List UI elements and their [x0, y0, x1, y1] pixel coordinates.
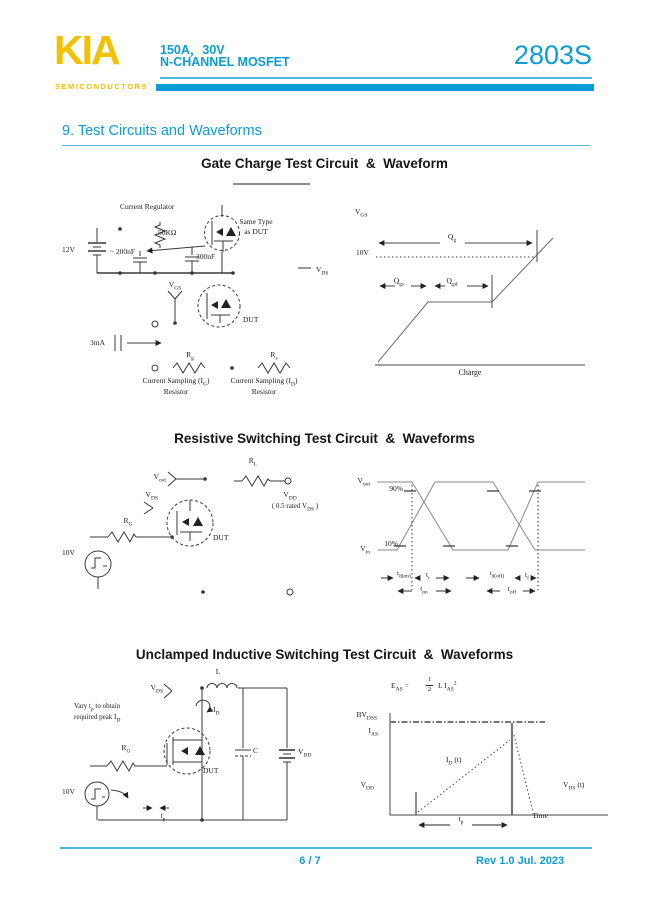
vout-probe [168, 472, 207, 486]
page-indicator: 6 / 7 [299, 855, 321, 867]
battery-symbol [88, 228, 106, 273]
same-type-transistor-symbol [205, 205, 240, 252]
vdd-battery-symbol [279, 688, 295, 820]
figure-label: $BV_{DSS}$ [356, 710, 377, 722]
figure-label: Same Type [239, 217, 273, 226]
inductor-symbol [207, 684, 237, 689]
figure-label: $t_p$ [160, 811, 166, 823]
figure-label: as DUT [244, 227, 268, 236]
uis-circuit-diagram [55, 665, 355, 830]
figure-label: Charge [458, 368, 482, 377]
vgs-probe [168, 291, 182, 325]
figure-label: Current Sampling $(I_G)$ [142, 376, 210, 388]
figure-label: $t_f$ [525, 570, 529, 582]
figure-label: $t_r$ [426, 570, 430, 582]
figure-label: DUT [243, 315, 259, 324]
figure-label: $R_s$ [270, 350, 278, 362]
dut-symbol [164, 728, 210, 774]
figure-label: $E_{AS}$ = [391, 681, 409, 693]
figure-label: L $I_{AS}^2$ [438, 680, 457, 693]
vds-probe [164, 684, 172, 698]
wiper-arrow [147, 246, 205, 251]
resistive-switching-circuit-diagram [60, 455, 360, 610]
figure-label: 1 2 [427, 676, 432, 693]
vout-trace [377, 482, 585, 550]
figure-label: $V_{GS}$ [355, 207, 368, 219]
figure-label: 10V [62, 548, 75, 557]
figure-label: $Q_g$ [447, 232, 457, 244]
figure-label: Current Regulator [120, 202, 175, 211]
figure-label: $V_{DS}$ [145, 490, 158, 502]
node-dot [201, 590, 205, 594]
figure-label: ( 0.5 rated $V_{DS}$ ) [271, 502, 319, 513]
figure-label: $R_L$ [248, 456, 258, 468]
figure-label: 300nF [196, 252, 216, 261]
figure-label: $V_{DD}$ [298, 747, 312, 759]
header-rule-thick [156, 84, 594, 91]
figure-label: $I_{AS}$ [368, 726, 378, 738]
potentiometer-50k-symbol [155, 222, 165, 248]
figure-label: $R_G$ [123, 516, 133, 528]
figure-label: $V_{DD}$ [360, 780, 374, 792]
vds-probe [144, 502, 153, 514]
figure-label: 50KΩ [158, 228, 177, 237]
pulse-source-symbol [85, 551, 111, 589]
gate-charge-waveform [345, 200, 645, 385]
figure2-title: Resistive Switching Test Circuit & Waveforms [174, 431, 475, 446]
id-ramp-dotted [418, 740, 510, 812]
current-source-3ma-symbol [115, 335, 161, 351]
dut-symbol [167, 500, 213, 546]
rg-resistor-symbol [173, 363, 205, 373]
figure-label: $V_{out}$ [153, 472, 166, 484]
figure-label: $t_p$ [458, 814, 464, 826]
footer-rule [60, 847, 592, 849]
figure-label: 10V [356, 248, 369, 257]
figure-label: Resistor [251, 387, 277, 396]
dut-symbol [198, 285, 240, 327]
figure-label: $t_{d(off)}$ [489, 570, 505, 580]
figure-label: Resistor [163, 387, 189, 396]
figure-label: 10V [62, 787, 75, 796]
timing-arrows [381, 578, 536, 596]
figure-label: DUT [213, 533, 229, 542]
figure-label: $R_g$ [186, 350, 194, 362]
figure-label: $V_{GS}$ [168, 280, 182, 292]
header-rule-thin [160, 77, 592, 79]
figure-label: $R_G$ [121, 743, 131, 755]
figure3-title: Unclamped Inductive Switching Test Circuit & Waveforms [135, 647, 514, 662]
figure-label: $V_{DS}$ [150, 683, 163, 695]
figure-label: $V_{in}$ [360, 544, 370, 556]
capacitor-200nf-symbol [133, 251, 147, 273]
rg-resistor-symbol [90, 532, 174, 542]
figure-label: $I_D$ (t) [446, 755, 462, 767]
terminal-circle [152, 321, 158, 327]
capacitor-300nf-symbol [185, 247, 199, 273]
figure-label: $V_{DS}$ [316, 265, 329, 277]
figure-label: $V_{out}$ [357, 476, 370, 488]
rl-resistor-symbol [234, 476, 291, 486]
device-type: N-CHANNEL MOSFET [160, 55, 290, 69]
figure-label: $t_{off}$ [507, 584, 517, 596]
vin-trace [378, 482, 585, 550]
figure1-title-underline [233, 183, 310, 185]
gate-charge-circuit-diagram [55, 195, 350, 400]
pulse-source-symbol [85, 782, 109, 820]
section-heading: 9. Test Circuits and Waveforms [62, 123, 262, 139]
gate-drive-arrow [111, 790, 128, 798]
figure-label: $t_{on}$ [420, 584, 428, 596]
part-number: 2803S [513, 40, 592, 70]
figure-label: 90% [389, 484, 403, 493]
terminal-circle [152, 365, 158, 371]
figure-label: C [253, 746, 259, 755]
brand-logo-subtext: SEMICONDUCTORS [55, 82, 148, 91]
vds-decay-dotted [514, 735, 533, 812]
revision-label: Rev 1.0 Jul. 2023 [476, 855, 565, 867]
figure-label: 3mA [90, 338, 105, 347]
section-heading-rule [62, 145, 590, 146]
figure-label: L [215, 667, 221, 676]
figure-label: $V_{DD}$ [283, 490, 297, 502]
terminal-circle [287, 589, 293, 595]
rs-resistor-symbol [258, 363, 290, 373]
rg-resistor-symbol [90, 761, 167, 771]
figure-label: Time [532, 811, 548, 820]
figure-label: required peak $I_D$ [74, 713, 121, 724]
uis-waveform [350, 670, 649, 835]
figure-label: $I_D$ [213, 705, 220, 717]
figure1-title: Gate Charge Test Circuit & Waveform [201, 156, 448, 171]
figure-label: Vary $t_p$ to obtain [74, 702, 121, 713]
capacitor-symbol [235, 688, 251, 820]
figure-label: 10% [384, 539, 398, 548]
figure-label: 12V [62, 245, 75, 254]
node-dot [118, 227, 122, 231]
figure-label: $Q_{gs}$ [393, 276, 405, 288]
figure-label: ~ 200nF [110, 247, 136, 256]
figure-label: $Q_{gd}$ [446, 276, 458, 288]
figure-label: $V_{DS}$ (t) [563, 780, 585, 792]
device-rating: 150A，30V [160, 43, 225, 57]
id-loop-arrow [196, 700, 210, 712]
brand-logo: KIA [54, 27, 119, 73]
resistive-switching-waveform [350, 460, 649, 610]
figure-label: Current Sampling $(I_D)$ [230, 376, 298, 388]
figure-label: DUT [203, 766, 219, 775]
figure-label: $t_{d(on)}$ [397, 570, 411, 580]
